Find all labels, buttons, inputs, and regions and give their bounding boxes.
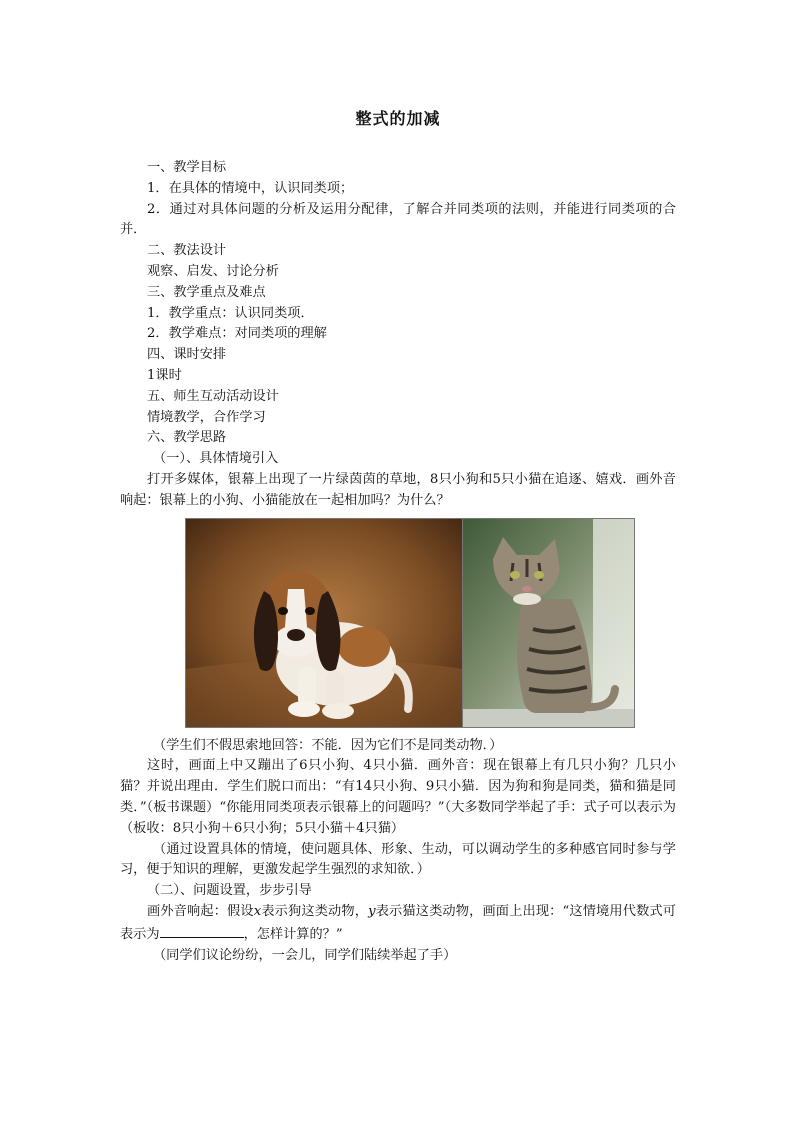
cat-photo (463, 518, 635, 728)
paragraph: 情境教学，合作学习 (147, 409, 266, 425)
answer-blank (160, 923, 244, 938)
document-body (120, 158, 676, 966)
paragraph: 五、师生互动活动设计 (147, 388, 279, 404)
paragraph: 1．教学重点：认识同类项． (147, 305, 314, 321)
var-y: y (368, 903, 376, 919)
paragraph: （同学们议论纷纷，一会儿，同学们陆续举起了手） (153, 947, 457, 963)
page-title: 整式的加减 (355, 109, 441, 128)
text-run: 画外音响起：假设 (147, 903, 254, 919)
paragraph: 1．在具体的情境中，认识同类项； (147, 180, 354, 196)
paragraph: （学生们不假思索地回答：不能．因为它们不是同类动物．） (153, 737, 503, 753)
var-x: x (253, 903, 262, 919)
paragraph: 四、课时安排 (147, 347, 227, 363)
paragraph: （二）、问题设置，步步引导 (147, 883, 312, 899)
dog-cat-figure (185, 518, 636, 728)
paragraph: 打开多媒体，银幕上出现了一片绿茵茵的草地，8只小狗和5只小猫在追逐、嬉戏．画外音响起：银幕上的小狗、小猫能放在一起相加吗？为什么？ (120, 471, 676, 508)
paragraph: （通过设置具体的情境，使问题具体、形象、生动，可以调动学生的多种感官同时参与学习，便于知识的理解，更激发起学生强烈的求知欲．） (120, 841, 676, 878)
paragraph: 三、教学重点及难点 (147, 284, 266, 300)
paragraph: 二、教法设计 (147, 243, 227, 259)
paragraph (120, 902, 676, 946)
paragraph: 一、教学目标 (147, 160, 227, 175)
text-run: 表示狗这类动物， (261, 903, 369, 919)
paragraph: 1课时 (147, 367, 182, 383)
text-run: 表示猫这类动物，画面上出现：“这情境用代数式可表示为 (120, 903, 676, 942)
text-run: ，怎样计算的？” (243, 926, 343, 942)
paragraph: 2．通过对具体问题的分析及运用分配律，了解合并同类项的法则，并能进行同类项的合并． (120, 201, 676, 238)
dog-photo (185, 518, 463, 728)
paragraph: 六、教学思路 (147, 430, 227, 446)
paragraph: 2．教学难点：对同类项的理解 (147, 326, 327, 342)
paragraph: 这时，画面上中又蹦出了6只小狗、4只小猫．画外音：现在银幕上有几只小狗？几只小猫？并说出理由．学生们脱口而出：“有14只小狗、9只小猫．因为狗和狗是同类，猫和猫是同类．”（板书课题）“你能用同类项表示银幕上的问题吗？”（大多数同学举起了手：式子可以表示为（板收：8只小狗＋6只小狗；5只小猫＋4只猫） (120, 758, 676, 836)
paragraph: 观察、启发、讨论分析 (147, 263, 279, 279)
paragraph: （一）、具体情境引入 (153, 451, 279, 467)
